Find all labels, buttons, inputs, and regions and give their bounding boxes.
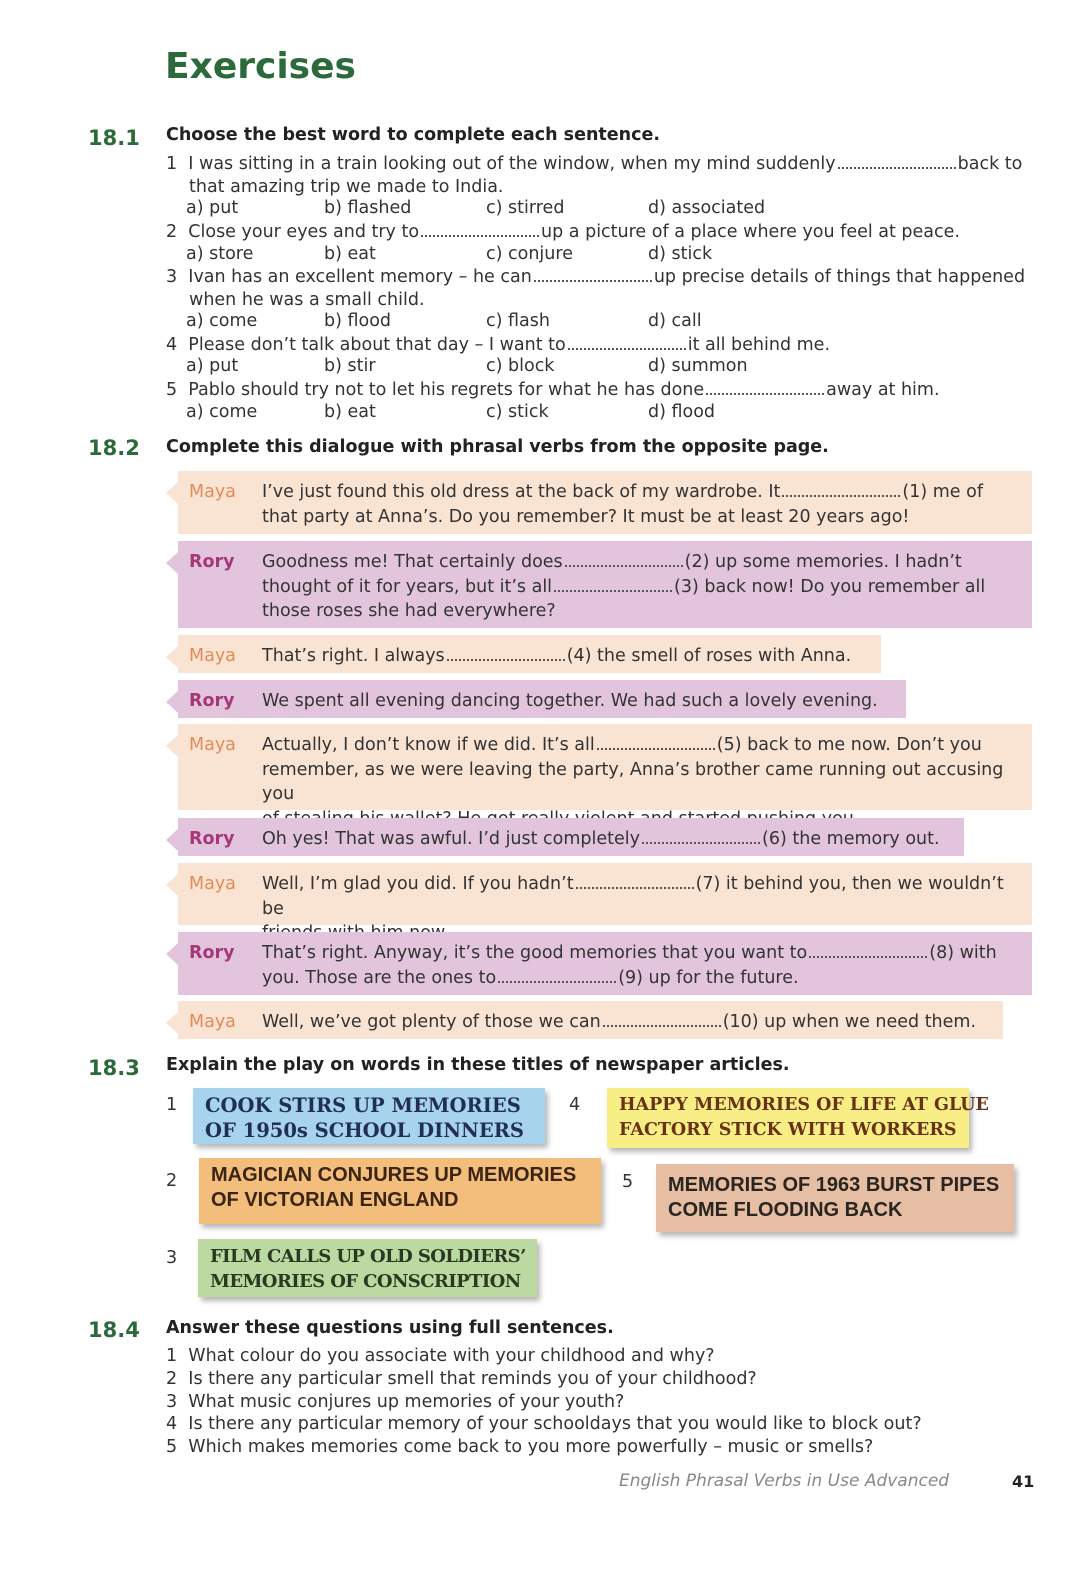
section-number-18-4: 18.4 xyxy=(88,1318,140,1342)
question-item: 3 What music conjures up memories of your youth? xyxy=(166,1392,625,1412)
answer-blank[interactable] xyxy=(421,223,539,237)
answer-blank[interactable] xyxy=(534,268,652,282)
section-instruction-18-3: Explain the play on words in these titles of newspaper articles. xyxy=(166,1055,790,1075)
option-5b[interactable]: b) eat xyxy=(324,402,376,422)
headline-5: MEMORIES OF 1963 BURST PIPES COME FLOODING BACK xyxy=(656,1164,1014,1232)
option-4b[interactable]: b) stir xyxy=(324,356,376,376)
option-3a[interactable]: a) come xyxy=(186,311,258,331)
headline-number: 2 xyxy=(166,1171,178,1191)
bubble-tail xyxy=(166,482,178,504)
question-item: 5 Which makes memories come back to you more powerfully – music or smells? xyxy=(166,1437,874,1457)
speaker-name: Rory xyxy=(189,829,235,849)
speaker-name: Maya xyxy=(189,646,236,666)
headline-number: 5 xyxy=(622,1172,634,1192)
question-item: 1 What colour do you associate with your childhood and why? xyxy=(166,1346,715,1366)
option-3b[interactable]: b) flood xyxy=(324,311,392,331)
question-item: 2 Is there any particular smell that reminds you of your childhood? xyxy=(166,1369,757,1389)
page-title: Exercises xyxy=(165,46,356,87)
question-2: 2 Close your eyes and try to up a picture of a place where you feel at peace. xyxy=(166,222,960,242)
section-instruction-18-2: Complete this dialogue with phrasal verbs from the opposite page. xyxy=(166,437,829,457)
speaker-name: Maya xyxy=(189,1012,236,1032)
question-3: 3 Ivan has an excellent memory – he can up precise details of things that happened xyxy=(166,267,1026,287)
bubble-tail xyxy=(166,646,178,668)
answer-blank[interactable] xyxy=(642,830,760,844)
headline-4: HAPPY MEMORIES OF LIFE AT GLUE FACTORY STICK WITH WORKERS xyxy=(607,1088,969,1148)
answer-blank[interactable] xyxy=(603,1013,721,1027)
question-3-continuation: when he was a small child. xyxy=(189,290,425,310)
option-1d[interactable]: d) associated xyxy=(648,198,766,218)
dialogue-bubble-6: Rory Oh yes! That was awful. I’d just completely (6) the memory out. xyxy=(178,818,964,856)
answer-blank[interactable] xyxy=(498,969,616,983)
question-1-continuation: that amazing trip we made to India. xyxy=(189,177,504,197)
answer-blank[interactable] xyxy=(809,944,927,958)
speaker-name: Rory xyxy=(189,943,235,963)
question-item: 4 Is there any particular memory of your schooldays that you would like to block out? xyxy=(166,1414,922,1434)
answer-blank[interactable] xyxy=(447,647,565,661)
option-1a[interactable]: a) put xyxy=(186,198,239,218)
headline-3: FILM CALLS UP OLD SOLDIERS’ MEMORIES OF CONSCRIPTION xyxy=(198,1239,537,1297)
speaker-name: Rory xyxy=(189,691,235,711)
speaker-name: Maya xyxy=(189,735,236,755)
dialogue-bubble-7: Maya Well, I’m glad you did. If you hadn’t (7) it behind you, then we wouldn’t be xyxy=(178,863,1032,925)
headline-2: MAGICIAN CONJURES UP MEMORIES OF VICTORIAN ENGLAND xyxy=(199,1158,601,1224)
option-3d[interactable]: d) call xyxy=(648,311,702,331)
question-5: 5 Pablo should try not to let his regrets for what he has done away at him. xyxy=(166,380,940,400)
speaker-name: Rory xyxy=(189,552,235,572)
option-1c[interactable]: c) stirred xyxy=(486,198,565,218)
bubble-tail xyxy=(166,874,178,896)
headline-number: 3 xyxy=(166,1248,178,1268)
headline-number: 1 xyxy=(166,1095,178,1115)
dialogue-bubble-8: Rory That’s right. Anyway, it’s the good memories that you want to (8) with you. Those are the ones to (9) up for the future. xyxy=(178,932,1032,995)
option-3c[interactable]: c) flash xyxy=(486,311,550,331)
speaker-name: Maya xyxy=(189,482,236,502)
bubble-tail xyxy=(166,735,178,757)
option-2c[interactable]: c) conjure xyxy=(486,244,573,264)
question-1: 1 I was sitting in a train looking out of the window, when my mind suddenly back to xyxy=(166,154,1023,174)
option-2d[interactable]: d) stick xyxy=(648,244,713,264)
dialogue-bubble-2: Rory Goodness me! That certainly does (2) up some memories. I hadn’t thought of it for years, but it’s all (3) back now! Do you remember all those roses she had everywhere? xyxy=(178,541,1032,628)
option-4d[interactable]: d) summon xyxy=(648,356,748,376)
answer-blank[interactable] xyxy=(565,553,683,567)
answer-blank[interactable] xyxy=(782,483,900,497)
answer-blank[interactable] xyxy=(838,155,956,169)
bubble-tail xyxy=(166,829,178,851)
answer-blank[interactable] xyxy=(576,875,694,889)
dialogue-bubble-5: Maya Actually, I don’t know if we did. It’s all (5) back to me now. Don’t you remember, as we were leaving the party, Anna’s brother came running out accusing you xyxy=(178,724,1032,810)
bubble-tail xyxy=(166,1012,178,1034)
dialogue-bubble-1: Maya I’ve just found this old dress at the back of my wardrobe. It (1) me of that party at Anna’s. Do you remember? It must be at least 20 years ago! xyxy=(178,471,1032,534)
section-number-18-1: 18.1 xyxy=(88,126,140,150)
bubble-tail xyxy=(166,943,178,965)
option-5c[interactable]: c) stick xyxy=(486,402,549,422)
speaker-name: Maya xyxy=(189,874,236,894)
answer-blank[interactable] xyxy=(706,381,824,395)
answer-blank[interactable] xyxy=(568,336,686,350)
option-5a[interactable]: a) come xyxy=(186,402,258,422)
page-number: 41 xyxy=(1012,1472,1035,1491)
bubble-tail xyxy=(166,691,178,713)
answer-blank[interactable] xyxy=(597,736,715,750)
option-2a[interactable]: a) store xyxy=(186,244,254,264)
option-4a[interactable]: a) put xyxy=(186,356,239,376)
dialogue-bubble-3: Maya That’s right. I always (4) the smell of roses with Anna. xyxy=(178,635,881,673)
headline-1: COOK STIRS UP MEMORIES OF 1950s SCHOOL DINNERS xyxy=(193,1088,545,1144)
section-number-18-2: 18.2 xyxy=(88,436,140,460)
dialogue-bubble-9: Maya Well, we’ve got plenty of those we can (10) up when we need them. xyxy=(178,1001,1003,1039)
option-5d[interactable]: d) flood xyxy=(648,402,716,422)
option-1b[interactable]: b) flashed xyxy=(324,198,412,218)
section-number-18-3: 18.3 xyxy=(88,1056,140,1080)
dialogue-bubble-4: Rory We spent all evening dancing together. We had such a lovely evening. xyxy=(178,680,906,718)
section-instruction-18-1: Choose the best word to complete each sentence. xyxy=(166,125,660,145)
question-4: 4 Please don’t talk about that day – I want to it all behind me. xyxy=(166,335,831,355)
answer-blank[interactable] xyxy=(554,578,672,592)
section-instruction-18-4: Answer these questions using full sentences. xyxy=(166,1318,614,1338)
option-2b[interactable]: b) eat xyxy=(324,244,376,264)
headline-number: 4 xyxy=(569,1095,581,1115)
bubble-tail xyxy=(166,552,178,574)
option-4c[interactable]: c) block xyxy=(486,356,555,376)
book-title-footer: English Phrasal Verbs in Use Advanced xyxy=(619,1471,950,1491)
